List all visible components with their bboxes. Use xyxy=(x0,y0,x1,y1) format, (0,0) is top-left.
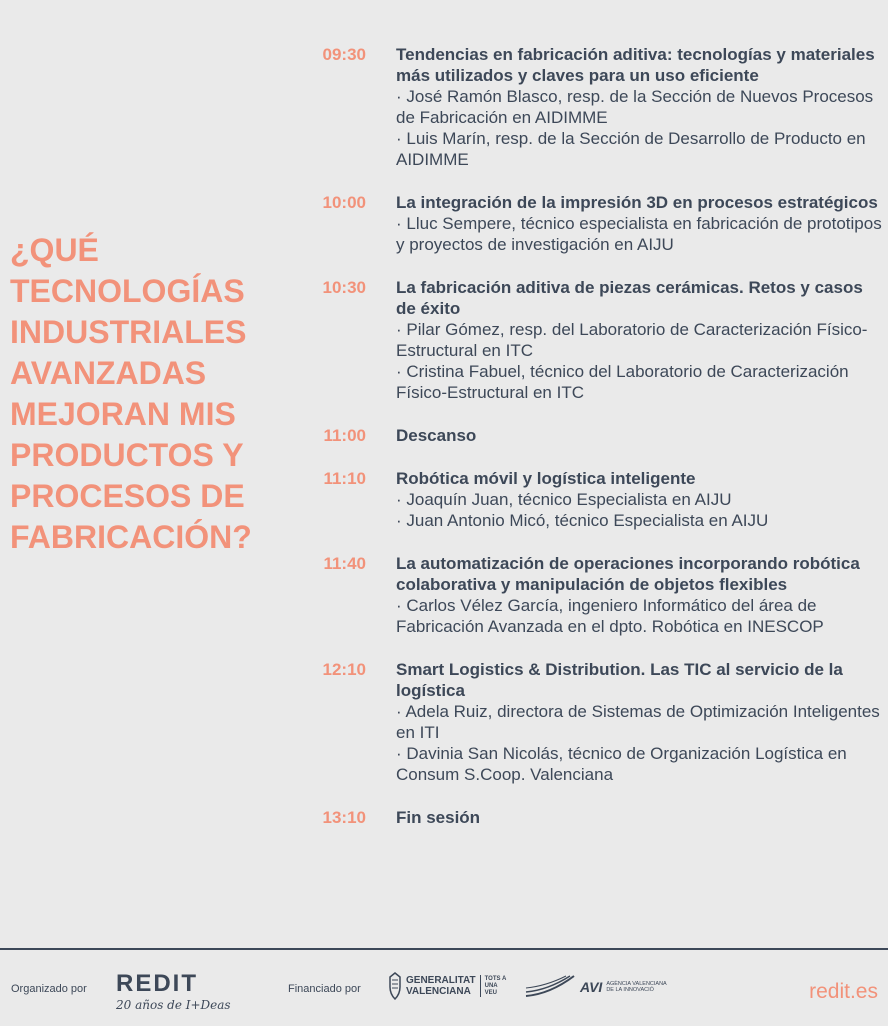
website-link[interactable]: redit.es xyxy=(809,980,878,1003)
agenda-speaker: · Carlos Vélez García, ingeniero Informático del área de Fabricación Avanzada en el dpto. Robótica en INESCOP xyxy=(396,596,824,636)
agenda-time: 11:40 xyxy=(323,554,366,573)
agenda-list xyxy=(300,44,886,850)
redit-tagline: 20 años de I+Deas xyxy=(116,998,231,1012)
agenda-content xyxy=(396,659,886,785)
avi-word: AVI xyxy=(580,979,603,995)
page-title: ¿QUÉ TECNOLOGÍAS INDUSTRIALES AVANZADAS MEJORAN MIS PRODUCTOS Y PROCESOS DE FABRICACIÓN? xyxy=(10,232,252,555)
agenda-item xyxy=(300,659,886,785)
gva-emblem-icon xyxy=(388,972,402,1000)
agenda-content xyxy=(396,553,886,637)
gva-line1: GENERALITAT xyxy=(406,975,476,986)
agenda-time: 11:00 xyxy=(323,426,366,445)
agenda-speaker: · José Ramón Blasco, resp. de la Sección de Nuevos Procesos de Fabricación en AIDIMME xyxy=(396,87,874,127)
agenda-title: La integración de la impresión 3D en procesos estratégicos xyxy=(396,193,878,212)
agenda-time: 10:00 xyxy=(322,193,366,212)
agenda-content xyxy=(396,468,886,531)
agenda-title: Fin sesión xyxy=(396,808,481,827)
agenda-speaker: · Lluc Sempere, técnico especialista en fabricación de prototipos y proyectos de investigación en AIJU xyxy=(396,214,882,254)
agenda-speaker: · Adela Ruiz, directora de Sistemas de Optimización Inteligentes en ITI xyxy=(396,702,880,742)
agenda-time: 09:30 xyxy=(322,45,366,64)
agenda-content xyxy=(396,44,886,170)
gva-line2: VALENCIANA xyxy=(406,986,471,997)
avi-swoosh-icon xyxy=(524,974,576,1000)
agenda-item xyxy=(300,468,886,531)
agenda-content xyxy=(396,807,886,828)
agenda-time: 11:10 xyxy=(323,469,366,488)
organized-by-label: Organizado por xyxy=(11,983,87,995)
agenda-content xyxy=(396,192,886,255)
agenda-content xyxy=(396,277,886,403)
agenda-time: 12:10 xyxy=(322,660,366,679)
agenda-item xyxy=(300,192,886,255)
agenda-speaker: · Juan Antonio Micó, técnico Especialista en AIJU xyxy=(396,511,769,530)
agenda-speaker: · Luis Marín, resp. de la Sección de Desarrollo de Producto en AIDIMME xyxy=(396,129,866,169)
footer xyxy=(0,948,888,1026)
agenda-item xyxy=(300,277,886,403)
avi-logo xyxy=(524,974,668,1000)
agenda-time: 13:10 xyxy=(322,808,366,827)
agenda-speaker: · Davinia San Nicolás, técnico de Organización Logística en Consum S.Coop. Valenciana xyxy=(396,744,847,784)
generalitat-logo xyxy=(388,972,507,1000)
agenda-title: La automatización de operaciones incorporando robótica colaborativa y manipulación de objetos flexibles xyxy=(396,554,860,594)
agenda-item xyxy=(300,553,886,637)
financed-by-label: Financiado por xyxy=(288,983,361,995)
agenda-speaker: · Pilar Gómez, resp. del Laboratorio de Caracterización Físico-Estructural en ITC xyxy=(396,320,868,360)
agenda-title: La fabricación aditiva de piezas cerámicas. Retos y casos de éxito xyxy=(396,278,863,318)
agenda-title: Descanso xyxy=(396,426,477,445)
agenda-item xyxy=(300,425,886,446)
agenda-item xyxy=(300,807,886,828)
agenda-title: Tendencias en fabricación aditiva: tecnologías y materiales más utilizados y claves para un uso eficiente xyxy=(396,45,875,85)
agenda-content xyxy=(396,425,886,446)
agenda-title: Smart Logistics & Distribution. Las TIC al servicio de la logística xyxy=(396,660,843,700)
redit-logo xyxy=(116,972,231,1012)
agenda-speaker: · Joaquín Juan, técnico Especialista en AIJU xyxy=(396,490,732,509)
agenda-time: 10:30 xyxy=(322,278,366,297)
agenda-speaker: · Cristina Fabuel, técnico del Laboratorio de Caracterización Físico-Estructural en ITC xyxy=(396,362,849,402)
redit-logo-word: REDIT xyxy=(116,970,198,997)
agenda-item xyxy=(300,44,886,170)
agenda-title: Robótica móvil y logística inteligente xyxy=(396,469,696,488)
avi-subtitle: AGÈNCIA VALENCIANA DE LA INNOVACIÓ xyxy=(606,981,667,993)
gva-tots: TOTS A UNA VEU xyxy=(484,975,507,996)
